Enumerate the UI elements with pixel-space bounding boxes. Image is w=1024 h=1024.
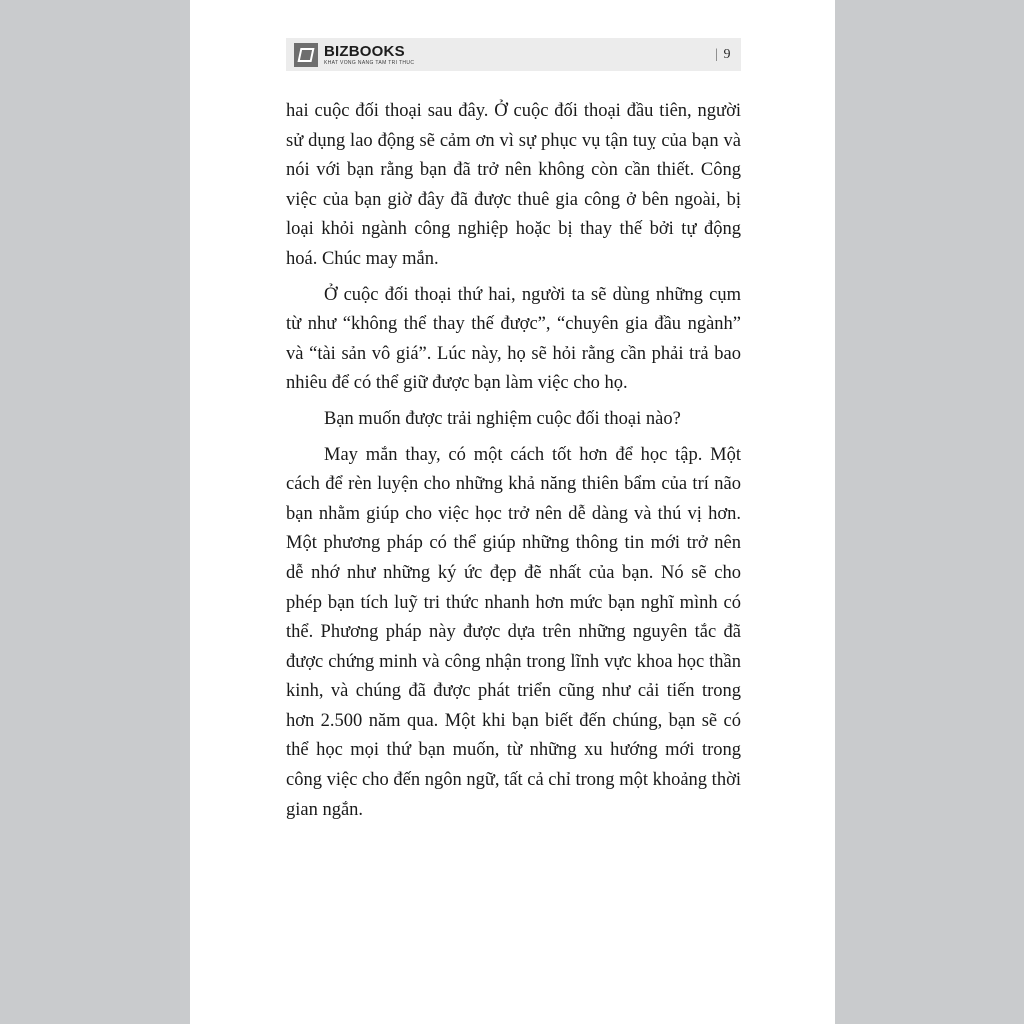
bizbooks-logo-icon	[294, 43, 318, 67]
page-content	[286, 38, 741, 825]
brand-name: BIZBOOKS	[324, 42, 405, 60]
paragraph: Ở cuộc đối thoại thứ hai, người ta sẽ dùng những cụm từ như “không thể thay thế được”, “chuyên gia đầu ngành” và “tài sản vô giá”. Lúc này, họ sẽ hỏi rằng cần phải trả bao nhiêu để có thể giữ được bạn làm việc cho họ.	[286, 284, 741, 394]
paragraph: May mắn thay, có một cách tốt hơn để học tập. Một cách để rèn luyện cho những khả năng thiên bẩm của trí não bạn nhằm giúp cho việc học trở nên dễ dàng và thú vị hơn. Một phương pháp có thể giúp những thông tin mới trở nên dễ nhớ như những ký ức đẹp đẽ nhất của bạn. Nó sẽ cho phép bạn tích luỹ tri thức nhanh hơn mức bạn nghĩ mình có thể. Phương pháp này được dựa trên những nguyên tắc đã được chứng minh và công nhận trong lĩnh vực khoa học thần kinh, và chúng đã được phát triển cũng như cải tiến trong hơn 2.500 năm qua. Một khi bạn biết đến chúng, bạn sẽ có thể học mọi thứ bạn muốn, từ những xu hướng mới trong công việc cho đến ngôn ngữ, tất cả chỉ trong một khoảng thời gian ngắn.	[286, 444, 741, 820]
page-number	[715, 47, 731, 63]
page-number-value: 9	[723, 46, 731, 62]
page-body	[286, 97, 741, 825]
paragraph: hai cuộc đối thoại sau đây. Ở cuộc đối thoại đầu tiên, người sử dụng lao động sẽ cảm ơn vì sự phục vụ tận tuỵ của bạn và nói với bạn rằng bạn đã trở nên không còn cần thiết. Công việc của bạn giờ đây đã được thuê gia công ở bên ngoài, bị loại khỏi ngành công nghiệp hoặc bị thay thế bởi tự động hoá. Chúc may mắn.	[286, 101, 741, 269]
paragraph: Bạn muốn được trải nghiệm cuộc đối thoại nào?	[324, 408, 681, 429]
brand-text	[324, 44, 414, 66]
page-header	[286, 38, 741, 71]
brand-block	[294, 43, 414, 67]
page-number-separator: |	[715, 46, 719, 62]
document-page	[190, 0, 835, 1024]
brand-tagline: KHAT VONG NANG TAM TRI THUC	[324, 59, 415, 66]
